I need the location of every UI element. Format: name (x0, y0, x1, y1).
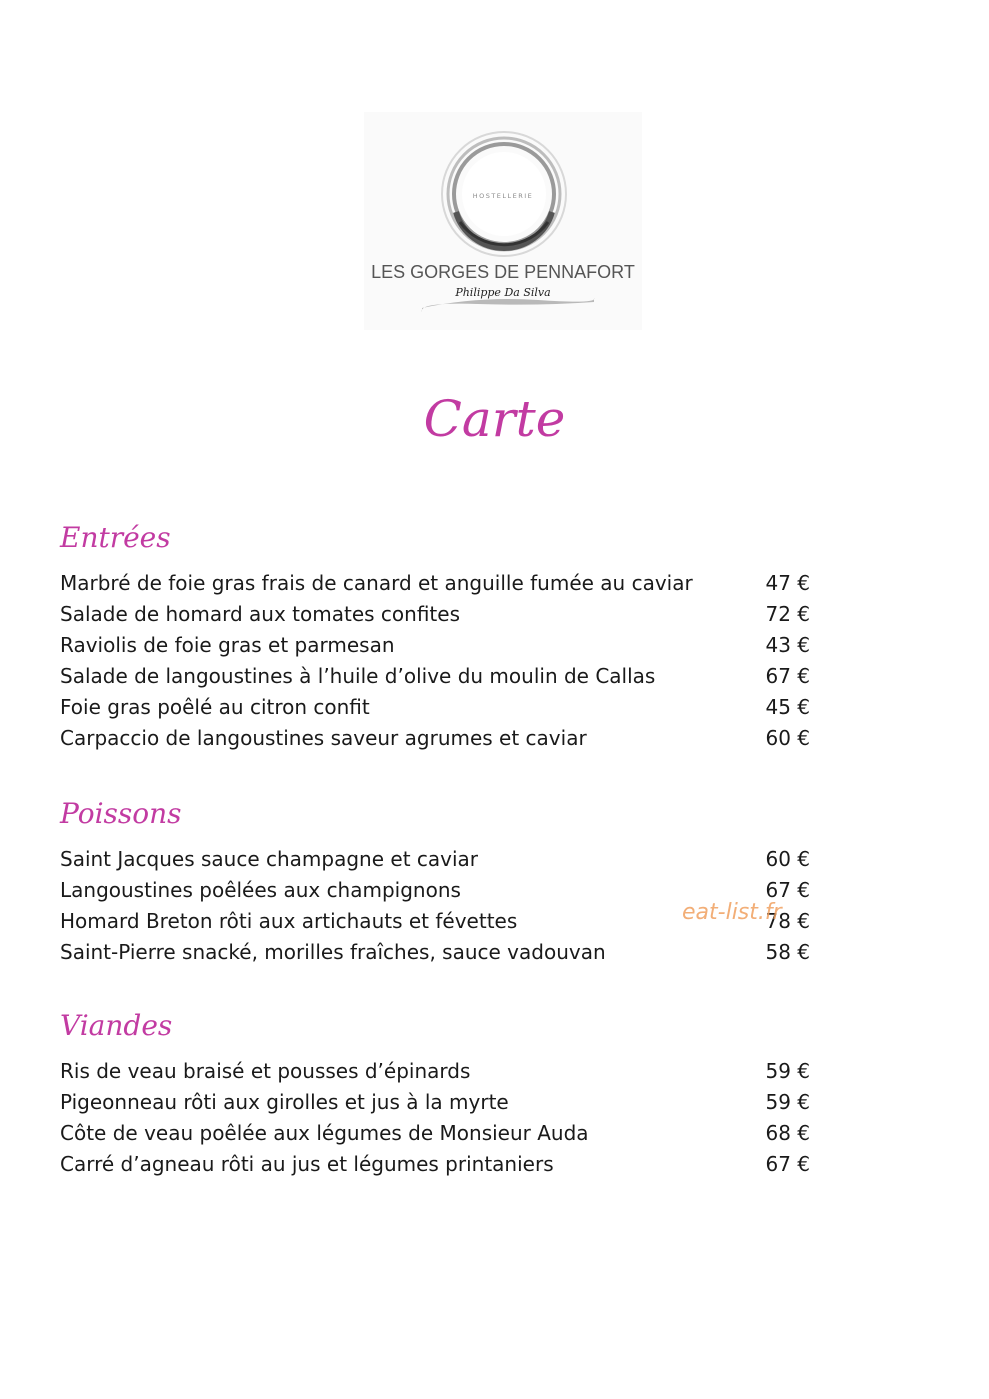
logo-tagline: HOSTELLERIE (472, 192, 534, 200)
item-price: 59 € (765, 1059, 810, 1083)
item-name: Foie gras poêlé au citron confit (60, 695, 370, 719)
item-name: Ris de veau braisé et pousses d’épinards (60, 1059, 471, 1083)
menu-item (60, 844, 820, 875)
item-price: 60 € (765, 726, 810, 750)
restaurant-logo (364, 112, 642, 330)
menu-item (60, 1056, 820, 1087)
section-title: Poissons (60, 797, 182, 830)
item-name: Langoustines poêlées aux champignons (60, 878, 461, 902)
menu-item (60, 1149, 820, 1180)
menu-item (60, 723, 820, 754)
section-title: Viandes (60, 1009, 173, 1042)
menu-item (60, 661, 820, 692)
item-name: Salade de homard aux tomates confites (60, 602, 460, 626)
item-name: Saint-Pierre snacké, morilles fraîches, sauce vadouvan (60, 940, 606, 964)
section-title: Entrées (60, 521, 171, 554)
section-entrees (60, 518, 820, 754)
item-name: Raviolis de foie gras et parmesan (60, 633, 395, 657)
menu-item (60, 937, 820, 968)
watermark: eat-list.fr (682, 900, 782, 925)
menu-item (60, 692, 820, 723)
item-price: 45 € (765, 695, 810, 719)
page-title: Carte (423, 390, 566, 448)
item-name: Salade de langoustines à l’huile d’olive du moulin de Callas (60, 664, 656, 688)
item-price: 68 € (765, 1121, 810, 1145)
item-price: 67 € (765, 1152, 810, 1176)
chef-signature: Philippe Da Silva (455, 286, 551, 299)
menu-item (60, 599, 820, 630)
menu-item (60, 1087, 820, 1118)
item-price: 72 € (765, 602, 810, 626)
menu-item (60, 1118, 820, 1149)
item-name: Carré d’agneau rôti au jus et légumes printaniers (60, 1152, 554, 1176)
item-name: Carpaccio de langoustines saveur agrumes et caviar (60, 726, 587, 750)
item-price: 67 € (765, 664, 810, 688)
item-name: Pigeonneau rôti aux girolles et jus à la myrte (60, 1090, 509, 1114)
item-price: 59 € (765, 1090, 810, 1114)
item-price: 67 € (765, 878, 810, 902)
section-viandes (60, 1006, 820, 1180)
item-name: Marbré de foie gras frais de canard et anguille fumée au caviar (60, 571, 693, 595)
restaurant-name: LES GORGES DE PENNAFORT (371, 262, 635, 282)
section-poissons (60, 794, 820, 968)
item-name: Homard Breton rôti aux artichauts et févettes (60, 909, 518, 933)
item-name: Saint Jacques sauce champagne et caviar (60, 847, 479, 871)
menu-item (60, 568, 820, 599)
item-price: 43 € (765, 633, 810, 657)
menu-item (60, 630, 820, 661)
item-price: 78 € (765, 909, 810, 933)
item-name: Côte de veau poêlée aux légumes de Monsieur Auda (60, 1121, 589, 1145)
item-price: 58 € (765, 940, 810, 964)
item-price: 47 € (765, 571, 810, 595)
item-price: 60 € (765, 847, 810, 871)
